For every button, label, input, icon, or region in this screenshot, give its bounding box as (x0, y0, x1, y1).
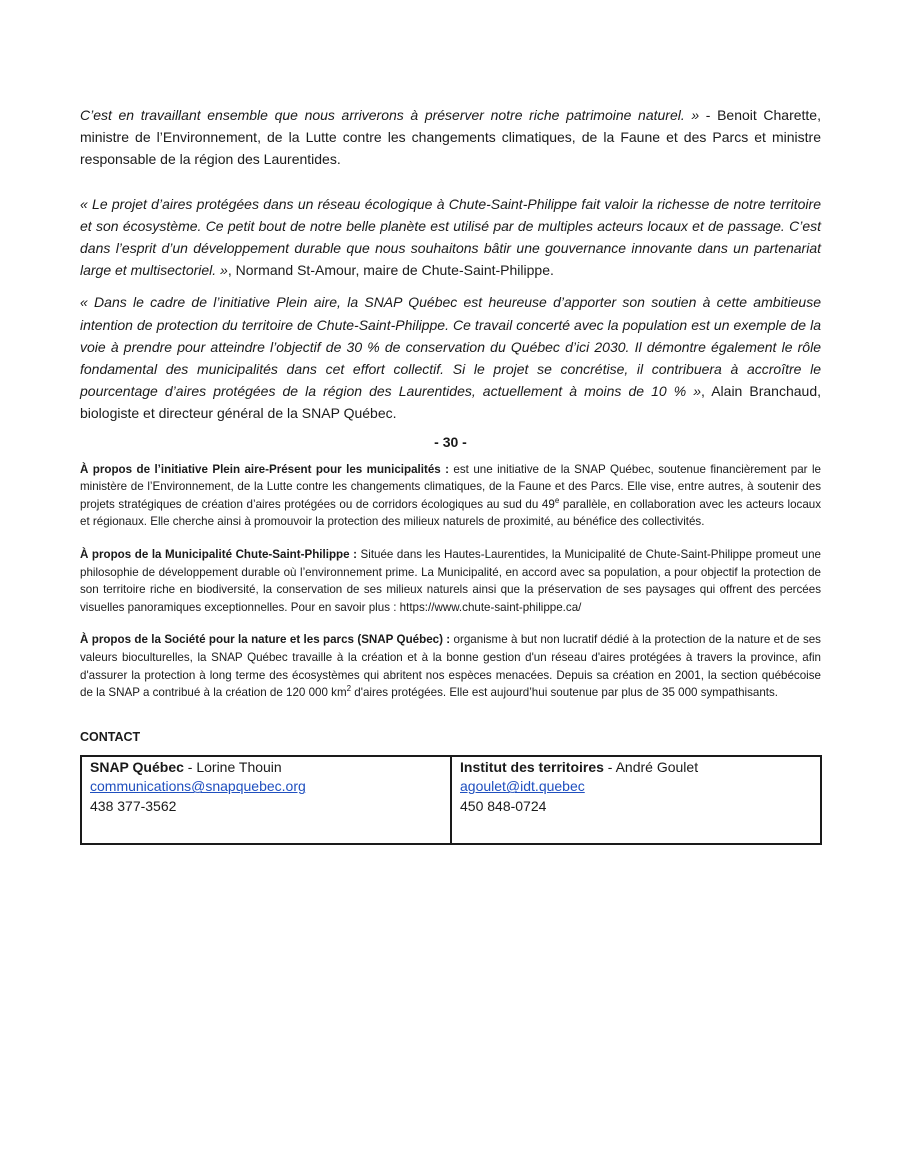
about-snap-heading: À propos de la Société pour la nature et les parcs (SNAP Québec) : (80, 633, 451, 647)
about-initiative-heading: À propos de l’initiative Plein aire-Présent pour les municipalités : (80, 462, 450, 476)
quote-charette-text: C’est en travaillant ensemble que nous arriverons à préserver notre riche patrimoine naturel. » (80, 107, 700, 123)
contact-snap-line (90, 758, 442, 778)
quote-branchaud-text: « Dans le cadre de l’initiative Plein aire, la SNAP Québec est heureuse d’apporter son soutien à cette ambitieuse intention de protection du territoire de Chute-Saint-Philippe. Ce travail concerté avec la population est un exemple de la voie à prendre pour atteindre l’objectif de 30 % de conservation du Québec d’ici 2030. Il démontre également le rôle fondamental des municipalités dans cet effort collectif. Si le projet se concrétise, il contribuera à accroître le pourcentage d’aires protégées de la région des Laurentides, actuellement à moins de 10 % » (80, 294, 821, 400)
about-initiative-text: est une initiative de la SNAP Québec, soutenue financièrement par le ministère de l’Environnement, de la Lutte contre les changements climatiques, de la Faune et des Parcs. Elle vise, entre autres, à soutenir des projets stratégiques de création d’aires protégées ou de corridors écologiques au sud du 49 (80, 462, 821, 511)
quote-st-amour-attribution: , Normand St-Amour, maire de Chute-Saint-Philippe. (227, 262, 554, 279)
quote-branchaud (80, 291, 821, 424)
about-snap-text-end: d'aires protégées. Elle est aujourd’hui soutenue par plus de 35 000 sympathisants. (351, 686, 779, 700)
contact-snap-org: SNAP Québec (90, 758, 184, 775)
press-release-page (80, 104, 821, 845)
contact-snap-phone: 438 377-3562 (90, 797, 177, 814)
end-marker: - 30 - (434, 433, 467, 450)
quote-charette (80, 104, 821, 171)
contact-idt-person: - André Goulet (603, 758, 699, 775)
quote-branchaud-attribution: , Alain Branchaud, biologiste et directeur général de la SNAP Québec. (80, 383, 821, 422)
quote-st-amour-text: « Le projet d’aires protégées dans un réseau écologique à Chute-Saint-Philippe fait valoir la richesse de notre territoire et son écosystème. Ce petit bout de notre belle planète est utilisé par de multiples acteurs locaux et de passage. C’est dans l’esprit d’un développement durable que nous souhaitons bâtir une gouvernance innovante dans un partenariat large et multisectoriel. » (80, 195, 821, 279)
contact-idt-email-link[interactable]: agoulet@idt.quebec (460, 778, 585, 795)
contact-idt-org: Institut des territoires (460, 758, 604, 775)
about-initiative (80, 461, 821, 531)
quote-charette-attribution: - Benoit Charette, ministre de l’Environnement, de la Lutte contre les changements climatiques, de la Faune et des Parcs et ministre responsable de la région des Laurentides. (80, 107, 821, 168)
contact-idt-line (460, 758, 812, 778)
about-initiative-text-end: parallèle, en collaboration avec les acteurs locaux et régionaux. Elle cherche ainsi à promouvoir la protection des milieux naturels de proximité, au bénéfice des collectivités. (80, 497, 822, 529)
contact-snap-person: - Lorine Thouin (183, 758, 282, 775)
contact-idt-phone: 450 848-0724 (460, 797, 547, 814)
about-snap-sup: 2 (346, 684, 352, 694)
about-municipality (80, 546, 821, 616)
about-municipality-text: Située dans les Hautes-Laurentides, la Municipalité de Chute-Saint-Philippe promeut une philosophie de développement durable où l’environnement prime. La Municipalité, en accord avec sa population, a pour objectif la protection de son territoire riche en biodiversité, la conservation de ses milieux naturels ainsi que la préservation de ses paysages qui offrent des percées visuelles panoramiques exceptionnelles. Pour en savoir plus : https://www.chute-saint-philippe.ca/ (80, 548, 821, 614)
contact-cell-idt (451, 756, 821, 844)
about-snap-text: organisme à but non lucratif dédié à la protection de la nature et de ses valeurs bioculturelles, la SNAP Québec travaille à la création et à la bonne gestion d'un réseau d'aires protégées à travers la province, afin d'assurer la protection à long terme des écosystèmes qui abritent nos espèces menacées. Depuis sa création en 2001, la section québécoise de la SNAP a contribué à la création de 120 000 km (80, 633, 821, 700)
quote-st-amour (80, 193, 821, 282)
about-snap (80, 631, 821, 701)
contact-table (80, 755, 822, 845)
about-initiative-sup: e (554, 495, 560, 505)
contact-cell-snap (81, 756, 451, 844)
contact-title: CONTACT (80, 729, 141, 744)
contact-snap-email-link[interactable]: communications@snapquebec.org (90, 778, 306, 795)
about-municipality-heading: À propos de la Municipalité Chute-Saint-Philippe : (80, 548, 357, 562)
